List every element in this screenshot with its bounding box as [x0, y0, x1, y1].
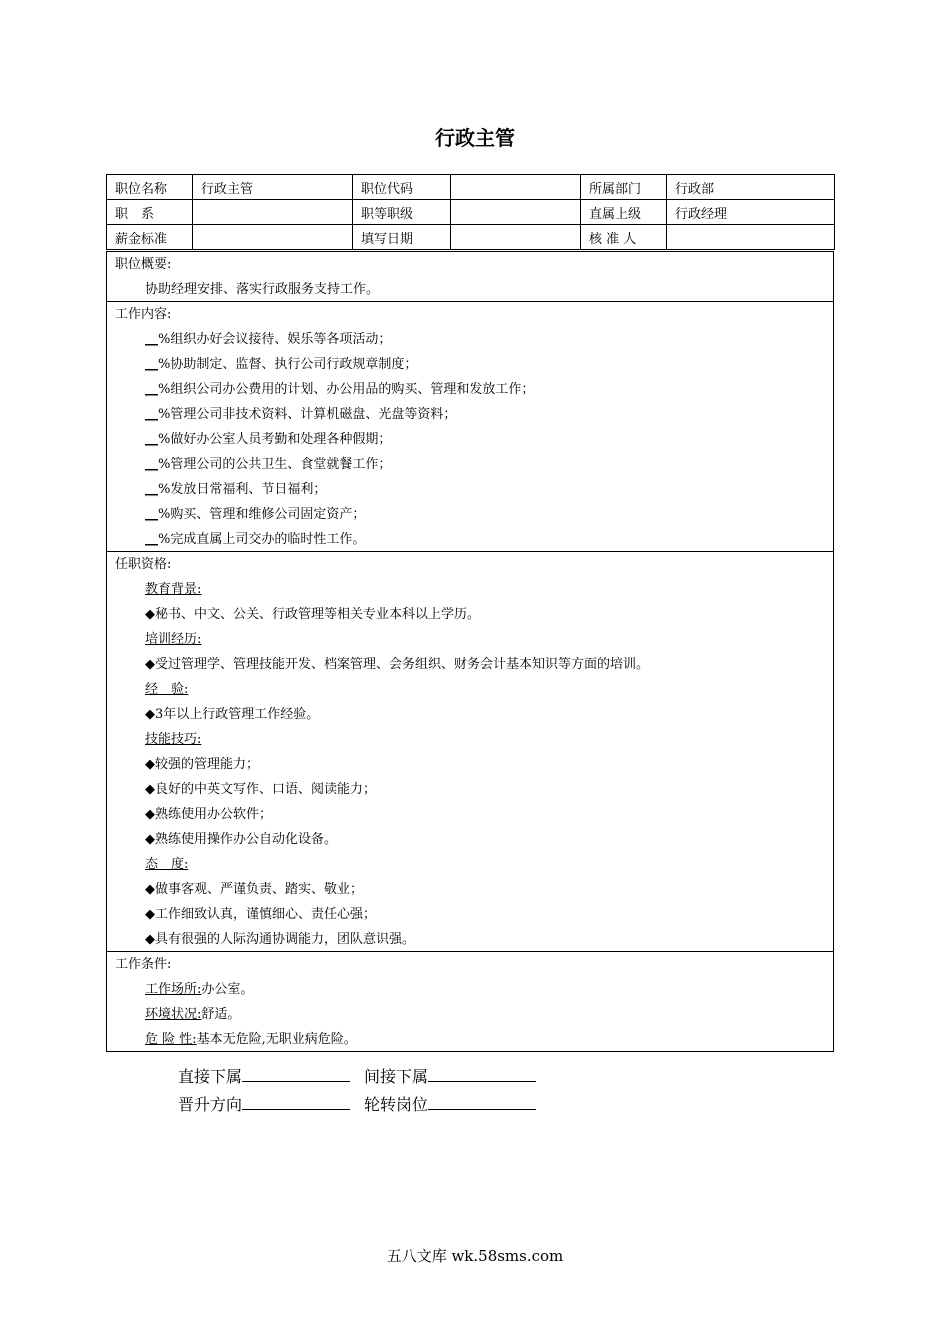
cell-label: 填写日期 — [353, 225, 451, 250]
blank: __ — [145, 457, 158, 472]
overview-text: 协助经理安排、落实行政服务支持工作。 — [145, 282, 380, 297]
list-item: __%组织公司办公费用的计划、办公用品的购买、管理和发放工作； — [145, 382, 535, 397]
list-item: 环境状况:舒适。 — [145, 1007, 241, 1022]
list-item: ◆做事客观、严谨负责、踏实、敬业； — [145, 882, 363, 897]
list-item: __%发放日常福利、节日福利； — [145, 482, 327, 497]
list-item: ◆熟练使用操作办公自动化设备。 — [145, 832, 337, 847]
subheading: 教育背景: — [145, 582, 202, 597]
cell-value: 行政经理 — [667, 200, 835, 225]
blank: __ — [145, 407, 158, 422]
list-item: ◆3年以上行政管理工作经验。 — [145, 707, 320, 722]
blank: __ — [145, 357, 158, 372]
blank: __ — [145, 382, 158, 397]
page-title: 行政主管 — [435, 126, 515, 150]
section-heading: 工作条件: — [115, 957, 172, 972]
blank: __ — [145, 332, 158, 347]
subheading: 经 验: — [145, 682, 189, 697]
rotation-blank — [428, 1093, 536, 1110]
cell-label: 直属上级 — [581, 200, 667, 225]
cell-value: 行政主管 — [193, 175, 353, 200]
qualification-section — [106, 551, 834, 952]
table-row — [107, 175, 835, 200]
indirect-subordinate-blank — [428, 1065, 536, 1082]
list-item: ◆秘书、中文、公关、行政管理等相关专业本科以上学历。 — [145, 607, 480, 622]
cell-label: 薪金标准 — [107, 225, 193, 250]
list-item: __%组织办好会议接待、娱乐等各项活动； — [145, 332, 392, 347]
list-item: __%购买、管理和维修公司固定资产； — [145, 507, 366, 522]
blank: __ — [145, 432, 158, 447]
table-row — [107, 200, 835, 225]
promotion-label: 晋升方向 — [178, 1095, 243, 1114]
cell-label: 职等职级 — [353, 200, 451, 225]
rotation-label: 轮转岗位 — [364, 1095, 429, 1114]
list-item: __%管理公司的公共卫生、食堂就餐工作； — [145, 457, 392, 472]
list-item: ◆较强的管理能力； — [145, 757, 259, 772]
table-row — [107, 225, 835, 250]
section-heading: 工作内容: — [115, 307, 172, 322]
subheading: 培训经历: — [145, 632, 202, 647]
list-item: __%完成直属上司交办的临时性工作。 — [145, 532, 366, 547]
list-item: ◆熟练使用办公软件； — [145, 807, 272, 822]
work-section — [106, 301, 834, 552]
cell-label: 核 准 人 — [581, 225, 667, 250]
cell-value — [667, 225, 835, 250]
cell-value — [193, 200, 353, 225]
blank: __ — [145, 482, 158, 497]
list-item: ◆受过管理学、管理技能开发、档案管理、会务组织、财务会计基本知识等方面的培训。 — [145, 657, 649, 672]
conditions-section — [106, 951, 834, 1052]
list-item: ◆工作细致认真，谨慎细心、责任心强； — [145, 907, 376, 922]
promotion-blank — [242, 1093, 350, 1110]
indirect-subordinate-label: 间接下属 — [364, 1067, 429, 1086]
direct-subordinate-label: 直接下属 — [178, 1067, 243, 1086]
section-heading: 任职资格: — [115, 557, 172, 572]
list-item: 工作场所:办公室。 — [145, 982, 254, 997]
signoff-row-1 — [178, 1064, 550, 1087]
cell-label: 职 系 — [107, 200, 193, 225]
signoff-row-2 — [178, 1092, 550, 1115]
blank: __ — [145, 507, 158, 522]
list-item: __%管理公司非技术资料、计算机磁盘、光盘等资料； — [145, 407, 457, 422]
cell-value — [193, 225, 353, 250]
footer-watermark: 五八文库 wk.58sms.com — [386, 1247, 564, 1265]
cell-value — [451, 200, 581, 225]
direct-subordinate-blank — [242, 1065, 350, 1082]
info-table — [106, 174, 835, 250]
section-heading: 职位概要: — [115, 257, 172, 272]
list-item: 危 险 性:基本无危险,无职业病危险。 — [145, 1032, 357, 1047]
cell-label: 职位代码 — [353, 175, 451, 200]
list-item: ◆具有很强的人际沟通协调能力，团队意识强。 — [145, 932, 415, 947]
subheading: 技能技巧: — [145, 732, 202, 747]
cell-value — [451, 225, 581, 250]
subheading: 态 度: — [145, 857, 189, 872]
list-item: __%做好办公室人员考勤和处理各种假期； — [145, 432, 392, 447]
cell-label: 职位名称 — [107, 175, 193, 200]
blank: __ — [145, 532, 158, 547]
cell-value — [451, 175, 581, 200]
cell-value: 行政部 — [667, 175, 835, 200]
overview-section — [106, 251, 834, 302]
list-item: ◆良好的中英文写作、口语、阅读能力； — [145, 782, 376, 797]
list-item: __%协助制定、监督、执行公司行政规章制度； — [145, 357, 418, 372]
cell-label: 所属部门 — [581, 175, 667, 200]
